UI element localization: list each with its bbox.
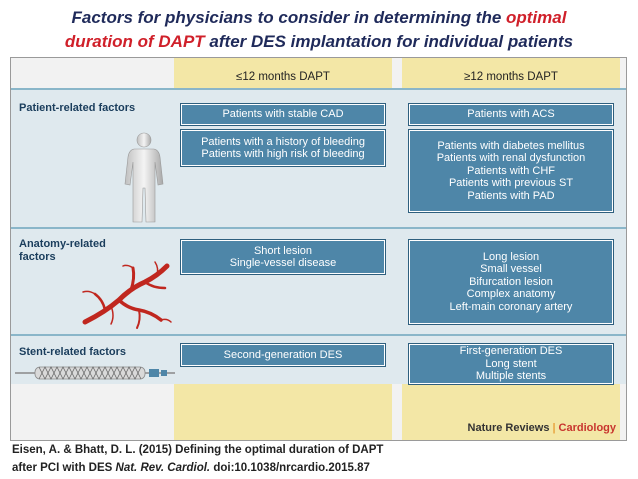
box-line: Patients with previous ST: [448, 177, 574, 190]
brand-separator: |: [552, 422, 556, 434]
box-line: Patients with renal dysfunction: [436, 152, 586, 165]
title-line-1: [0, 6, 638, 30]
box-stent-long: [409, 344, 613, 384]
box-line: Patients with diabetes mellitus: [437, 139, 585, 152]
box-patient-long-2: [409, 130, 613, 212]
row-label-patient: Patient-related factors: [19, 102, 136, 114]
column-header-long: ≥12 months DAPT: [464, 71, 558, 83]
box-patient-long-1: [409, 104, 613, 125]
row-label-stent: Stent-related factors: [19, 346, 126, 358]
box-line: Patients with ACS: [467, 108, 555, 121]
box-line: Long stent: [485, 357, 537, 370]
journal-brand: [468, 422, 616, 434]
title-highlight: optimal: [506, 8, 567, 27]
box-line: Small vessel: [480, 263, 542, 276]
coronary-artery-icon: [75, 260, 175, 330]
brand-journal: Cardiology: [558, 422, 616, 434]
box-line: Patients with a history of bleeding: [201, 135, 365, 148]
row-label-anatomy-line: Anatomy-related: [19, 238, 106, 250]
title-line-2: [0, 30, 638, 54]
row-label-anatomy-line: factors: [19, 251, 56, 263]
box-anatomy-long: [409, 240, 613, 324]
box-line: Single-vessel disease: [229, 257, 337, 269]
box-line: Patients with CHF: [466, 164, 556, 177]
citation-line-1: Eisen, A. & Bhatt, D. L. (2015) Defining the optimal duration of DAPT: [12, 444, 384, 456]
box-stent-short: [181, 344, 385, 366]
column-header-short: ≤12 months DAPT: [236, 71, 330, 83]
slide-title: [0, 6, 638, 54]
citation-doi: doi:10.1038/nrcardio.2015.87: [210, 462, 370, 474]
citation-journal: Nat. Rev. Cardiol.: [115, 462, 211, 474]
box-line: Patients with PAD: [467, 189, 555, 202]
box-line: Patients with stable CAD: [222, 108, 344, 121]
title-text: after DES implantation for individual patients: [204, 32, 574, 51]
citation-line-2: [12, 459, 383, 477]
stent-icon: [15, 364, 175, 382]
box-line: Short lesion: [253, 244, 313, 257]
citation-text: after PCI with DES: [12, 462, 116, 474]
box-line: Left-main coronary artery: [449, 300, 573, 313]
title-highlight: duration of DAPT: [64, 32, 205, 51]
box-patient-short-2: [181, 130, 385, 166]
dapt-figure: [10, 57, 627, 441]
box-patient-short-1: [181, 104, 385, 125]
box-line: First-generation DES: [459, 345, 563, 358]
box-line: Bifurcation lesion: [469, 275, 553, 288]
box-line: Complex anatomy: [466, 288, 556, 301]
citation: [12, 441, 383, 477]
brand-name: Nature Reviews: [467, 422, 550, 434]
box-line: Second-generation DES: [223, 348, 343, 361]
title-text: Factors for physicians to consider in determining the: [71, 8, 507, 27]
box-line: Multiple stents: [475, 370, 547, 383]
box-line: Patients with high risk of bleeding: [201, 148, 365, 160]
human-figure-icon: [121, 132, 167, 224]
box-line: Long lesion: [482, 250, 540, 263]
box-anatomy-short: [181, 240, 385, 274]
